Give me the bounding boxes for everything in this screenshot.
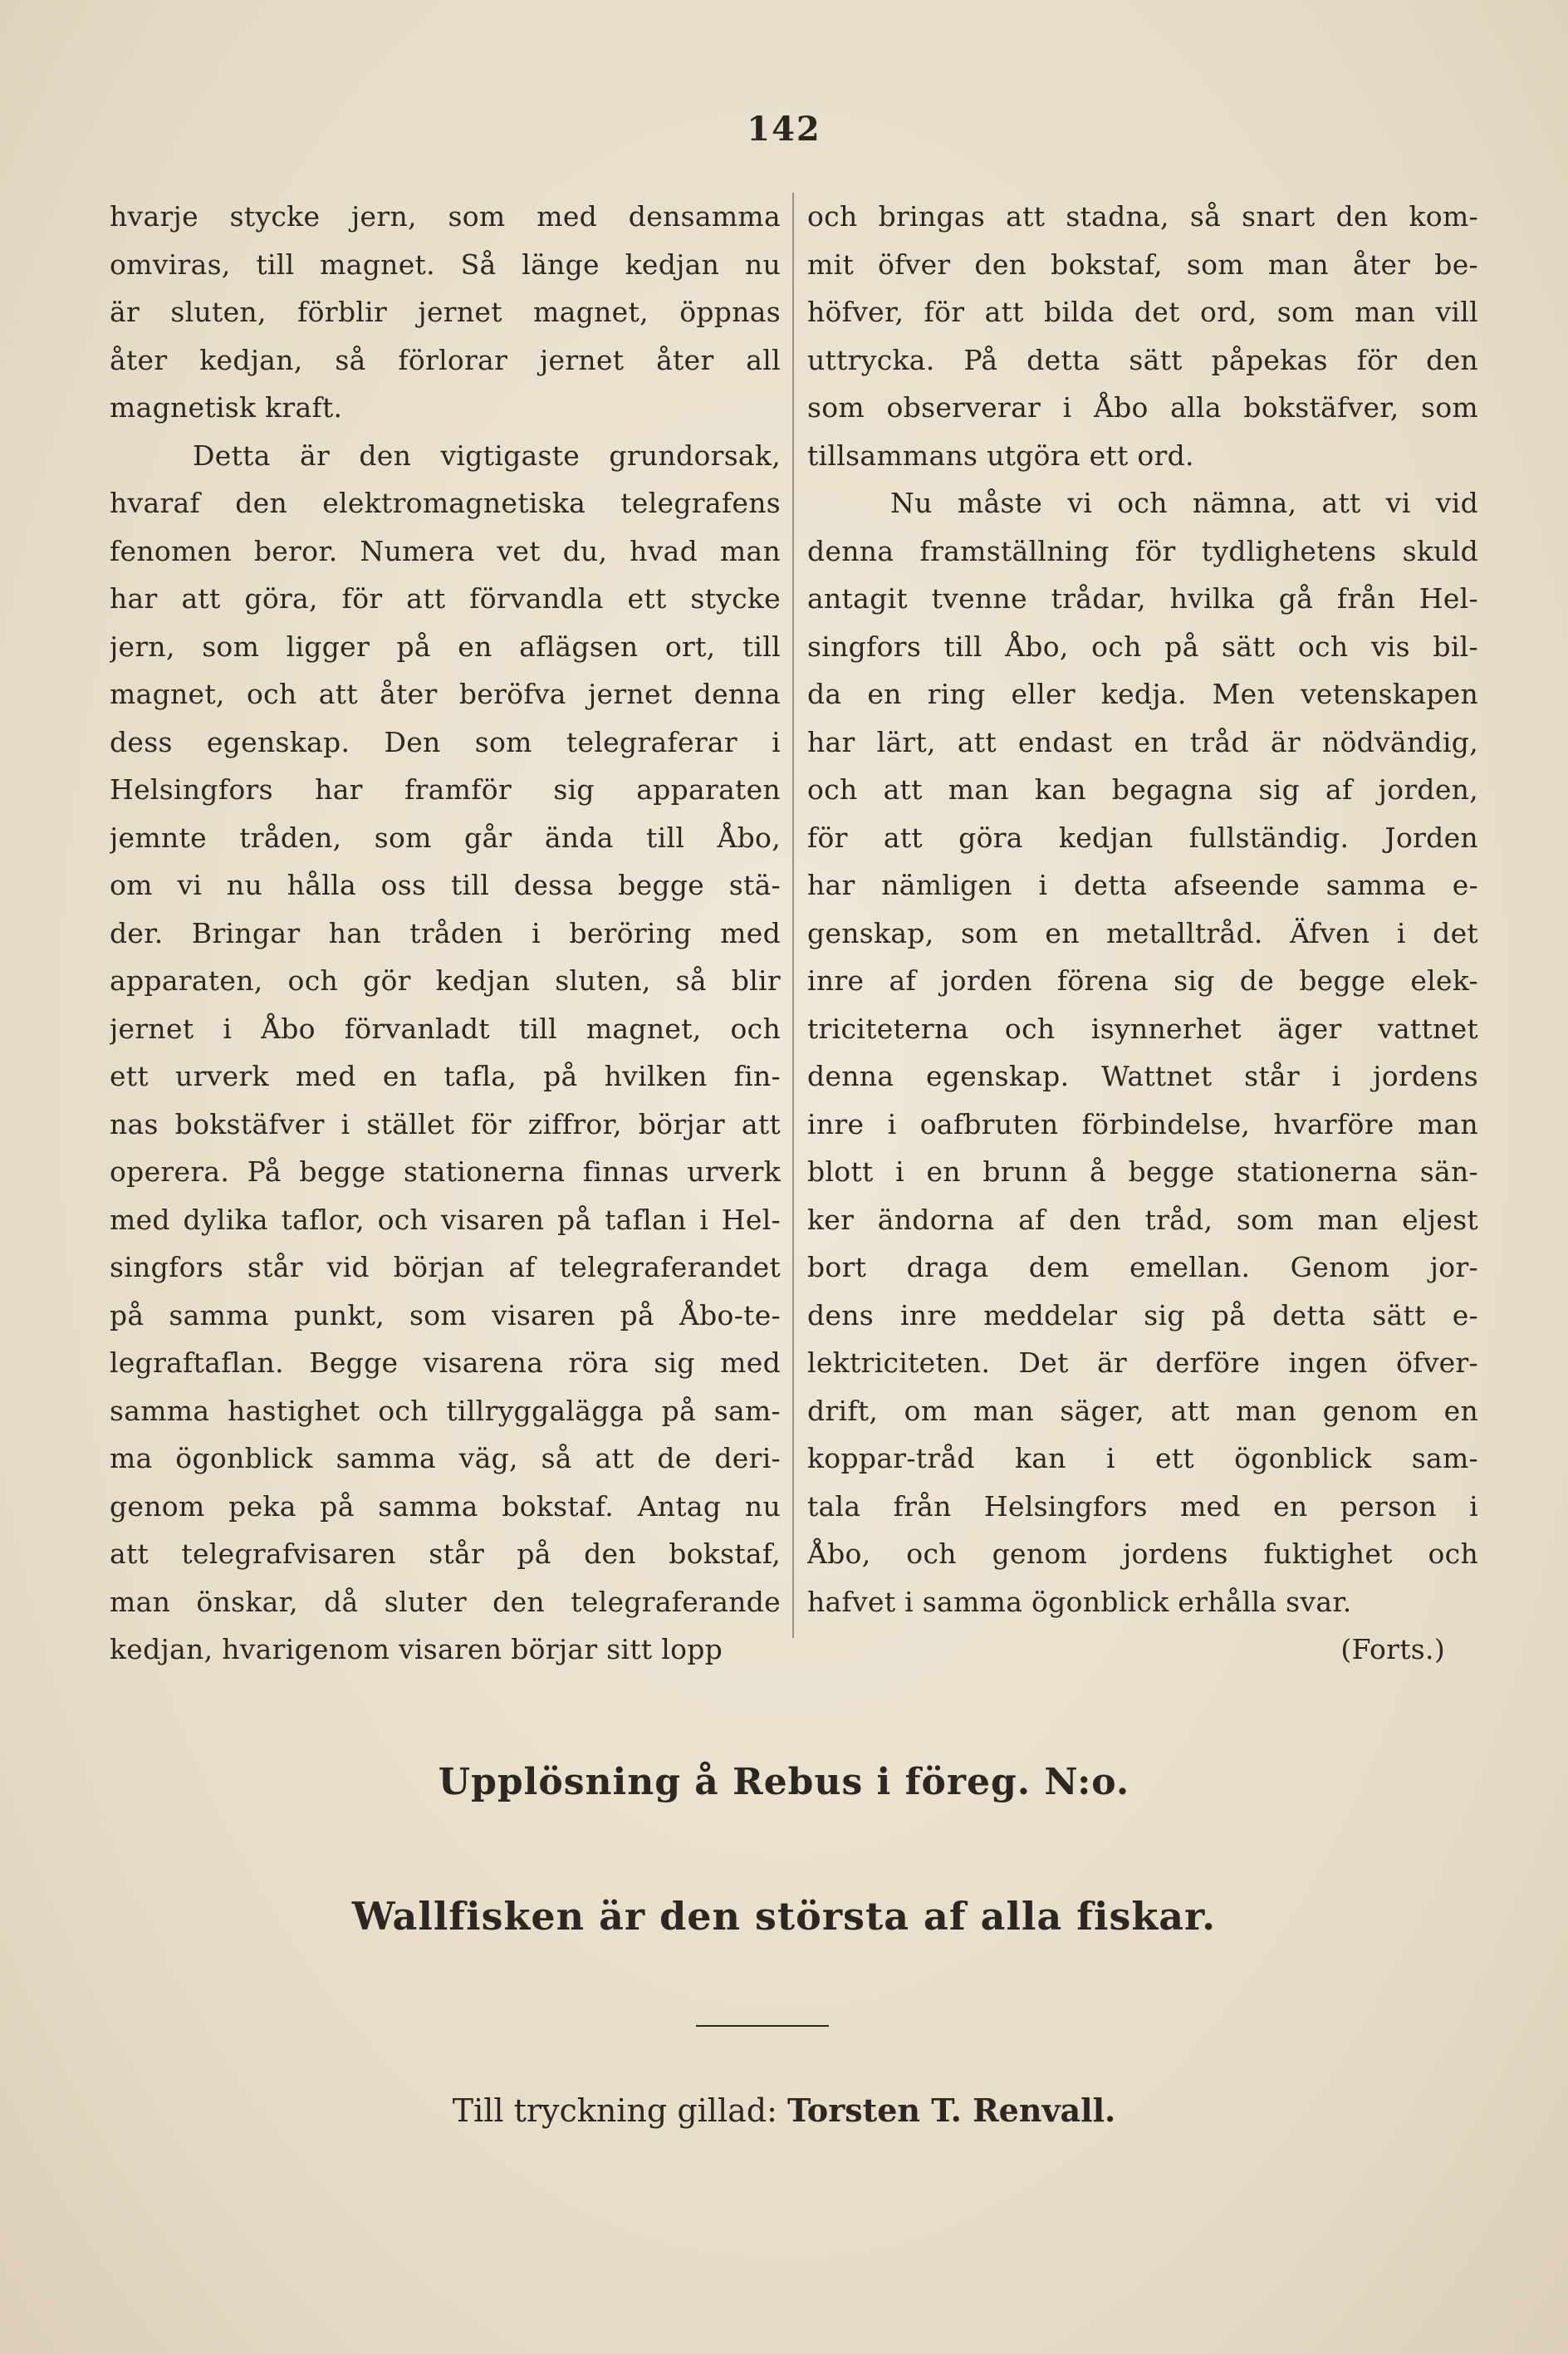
right-column-line: har nämligen i detta afseende samma e-: [807, 869, 1478, 901]
right-column-line: genskap, som en metalltråd. Äfven i det: [807, 916, 1478, 949]
left-column-line: omviras, till magnet. Så länge kedjan nu: [110, 248, 781, 281]
right-column-line: denna framställning för tydlighetens skuld: [807, 534, 1478, 567]
left-column-line: ett urverk med en tafla, på hvilken fin-: [110, 1060, 781, 1092]
left-column-line: magnet, och att åter beröfva jernet denna: [110, 678, 781, 710]
right-column-line: inre i oafbruten förbindelse, hvarföre man: [807, 1107, 1478, 1140]
right-column-line: koppar-tråd kan i ett ögonblick sam-: [807, 1442, 1478, 1474]
right-column-line: Nu måste vi och nämna, att vi vid: [890, 487, 1478, 519]
left-column-line: nas bokstäfver i stället för ziffror, börjar att: [110, 1107, 781, 1140]
left-column: [110, 193, 781, 1674]
right-column-line: antagit tvenne trådar, hvilka gå från Hel-: [807, 582, 1478, 615]
right-column-line: blott i en brunn å begge stationerna sän-: [807, 1155, 1478, 1188]
left-column-line: Helsingfors har framför sig apparaten: [110, 773, 781, 806]
right-column-line: som observerar i Åbo alla bokstäfver, som: [807, 391, 1478, 424]
left-column-line: om vi nu hålla oss till dessa begge stä-: [110, 869, 781, 901]
right-column-line: (Forts.): [1340, 1633, 1445, 1665]
right-column-line: da en ring eller kedja. Men vetenskapen: [807, 678, 1478, 710]
right-column-line: mit öfver den bokstaf, som man åter be-: [807, 248, 1478, 281]
left-column-line: på samma punkt, som visaren på Åbo-te-: [110, 1298, 781, 1331]
right-column-line: inre af jorden förena sig de begge elek-: [807, 964, 1478, 997]
left-column-line: åter kedjan, så förlorar jernet åter all: [110, 343, 781, 376]
left-column-line: ma ögonblick samma väg, så att de deri-: [110, 1442, 781, 1474]
left-column-line: att telegrafvisaren står på den bokstaf,: [110, 1537, 781, 1570]
right-column-line: för att göra kedjan fullständig. Jorden: [807, 821, 1478, 854]
right-column: [807, 193, 1478, 1674]
imprimatur-line: [0, 2092, 1568, 2129]
right-column-line: tillsammans utgöra ett ord.: [807, 439, 1194, 472]
right-column-line: och bringas att stadna, så snart den kom-: [807, 200, 1478, 233]
right-column-line: höfver, för att bilda det ord, som man vill: [807, 296, 1478, 328]
right-column-line: bort draga dem emellan. Genom jor-: [807, 1251, 1478, 1283]
left-column-line: med dylika taflor, och visaren på taflan i Hel-: [110, 1203, 781, 1236]
left-column-line: dess egenskap. Den som telegraferar i: [110, 725, 781, 758]
left-column-line: fenomen beror. Numera vet du, hvad man: [110, 534, 781, 567]
right-column-line: denna egenskap. Wattnet står i jordens: [807, 1060, 1478, 1092]
left-column-line: är sluten, förblir jernet magnet, öppnas: [110, 296, 781, 328]
left-column-line: legraftaflan. Begge visarena röra sig med: [110, 1346, 781, 1379]
left-column-line: har att göra, för att förvandla ett stycke: [110, 582, 781, 615]
left-column-line: man önskar, då sluter den telegraferande: [110, 1585, 781, 1618]
left-column-line: operera. På begge stationerna finnas urverk: [110, 1155, 781, 1188]
right-column-line: tala från Helsingfors med en person i: [807, 1489, 1478, 1523]
right-column-line: uttrycka. På detta sätt påpekas för den: [807, 343, 1478, 376]
left-column-line: jernet i Åbo förvanladt till magnet, och: [110, 1012, 781, 1045]
left-column-line: kedjan, hvarigenom visaren börjar sitt lopp: [110, 1633, 723, 1665]
censor-name: Torsten T. Renvall.: [786, 2092, 1116, 2129]
right-column-line: lektriciteten. Det är derföre ingen öfver-: [807, 1346, 1478, 1379]
left-column-line: samma hastighet och tillryggalägga på sam-: [110, 1394, 781, 1427]
column-divider: [792, 193, 794, 1638]
left-column-line: magnetisk kraft.: [110, 391, 343, 424]
right-column-line: och att man kan begagna sig af jorden,: [807, 773, 1478, 806]
left-column-line: singfors står vid början af telegraferandet: [110, 1251, 781, 1283]
right-column-line: har lärt, att endast en tråd är nödvändig,: [807, 725, 1478, 758]
left-column-line: jemnte tråden, som går ända till Åbo,: [110, 821, 781, 854]
left-column-line: hvaraf den elektromagnetiska telegrafens: [110, 487, 781, 519]
left-column-line: Detta är den vigtigaste grundorsak,: [193, 439, 781, 472]
rebus-solution-text: Wallfisken är den största af alla fiskar.: [351, 1894, 1217, 1939]
text-columns: [110, 193, 1488, 1665]
imprimatur-prefix: Till tryckning gillad:: [452, 2092, 777, 2129]
right-column-line: drift, om man säger, att man genom en: [807, 1394, 1478, 1427]
left-column-line: apparaten, och gör kedjan sluten, så blir: [110, 964, 781, 997]
divider-rule: [696, 2025, 829, 2027]
right-column-line: triciteterna och isynnerhet äger vattnet: [807, 1012, 1478, 1045]
right-column-line: hafvet i samma ögonblick erhålla svar.: [807, 1585, 1352, 1618]
right-column-line: ker ändorna af den tråd, som man eljest: [807, 1203, 1478, 1236]
right-column-line: Åbo, och genom jordens fuktighet och: [807, 1537, 1478, 1570]
left-column-line: hvarje stycke jern, som med densamma: [110, 200, 781, 233]
left-column-line: der. Bringar han tråden i beröring med: [110, 916, 781, 949]
rebus-solution-heading: Upplösning å Rebus i föreg. N:o.: [438, 1761, 1130, 1803]
page-number: 142: [747, 110, 821, 149]
right-column-line: dens inre meddelar sig på detta sätt e-: [807, 1298, 1478, 1331]
left-column-line: genom peka på samma bokstaf. Antag nu: [110, 1489, 781, 1523]
left-column-line: jern, som ligger på en aflägsen ort, till: [110, 630, 781, 663]
right-column-line: singfors till Åbo, och på sätt och vis bil-: [807, 630, 1478, 663]
